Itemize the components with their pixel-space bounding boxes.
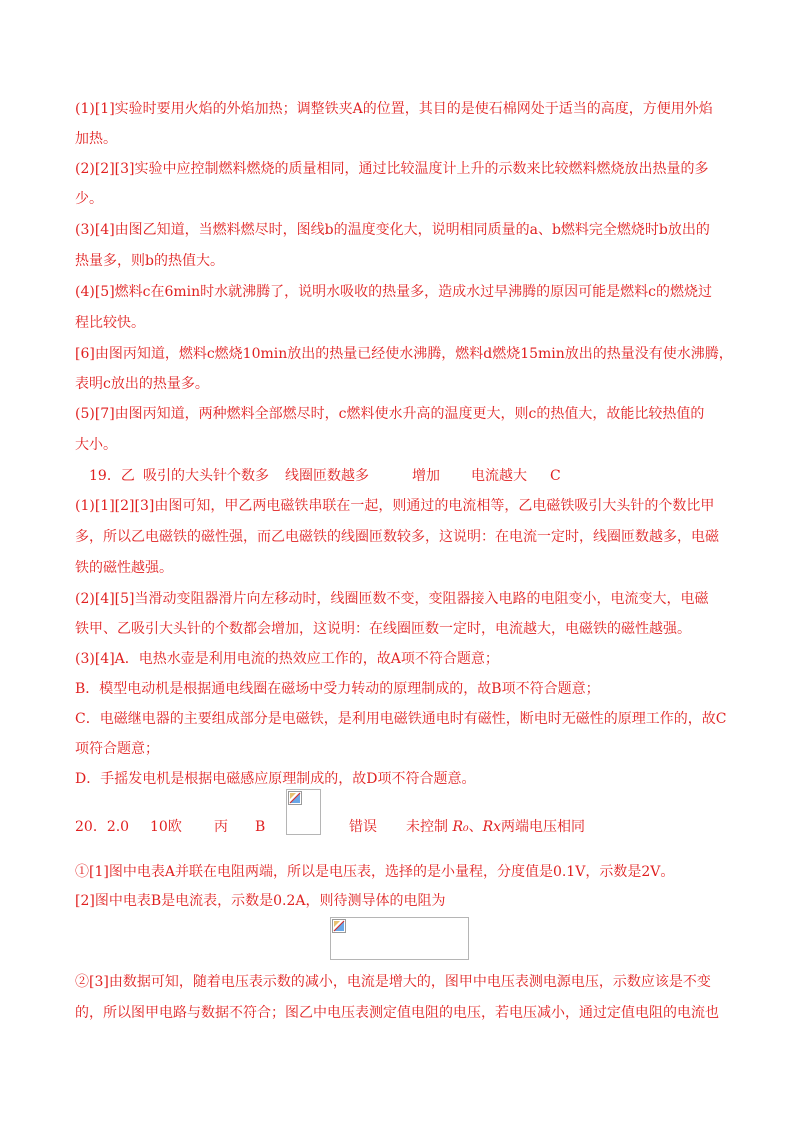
paragraph-line: (3)[4]A．电热水壶是利用电流的热效应工作的，故A项不符合题意；	[75, 651, 499, 667]
paragraph-line: 铁的磁性越强。	[75, 560, 173, 576]
q20-number: 20．2.0	[75, 819, 130, 835]
paragraph-line: D．手摇发电机是根据电磁感应原理制成的，故D项不符合题意。	[75, 771, 476, 787]
paragraph-line: (1)[1][2][3]由图可知，甲乙两电磁铁串联在一起，则通过的电流相等，乙电磁铁吸引大头针的个数比甲	[75, 498, 715, 514]
rx-symbol: Rx	[482, 819, 502, 835]
paragraph-line: 程比较快。	[75, 315, 145, 331]
broken-image-icon	[332, 919, 346, 933]
paragraph-line: (5)[7]由图丙知道，两种燃料全部燃尽时，c燃料使水升高的温度更大，则c的热值大，故能比较热值的	[75, 406, 705, 422]
paragraph-line: 铁甲、乙吸引大头针的个数都会增加，这说明：在线圈匝数一定时，电流越大，电磁铁的磁性越强。	[75, 621, 691, 637]
r0-symbol: R₀	[452, 819, 469, 835]
q19-answer: 增加	[412, 468, 440, 484]
q20-answer: 丙	[214, 819, 228, 835]
paragraph-line: (3)[4]由图乙知道，当燃料燃尽时，图线b的温度变化大，说明相同质量的a、b燃料完全燃烧时b放出的	[75, 222, 710, 238]
q20-answer: 错误	[349, 819, 377, 835]
q19-answer: 电流越大	[471, 468, 527, 484]
paragraph-line: 热量多，则b的热值大。	[75, 253, 224, 269]
q19-answer: C	[550, 468, 561, 484]
paragraph-line: 表明c放出的热量多。	[75, 376, 209, 392]
paragraph-line: (4)[5]燃料c在6min时水就沸腾了，说明水吸收的热量多，造成水过早沸腾的原因可能是燃料c的燃烧过	[75, 284, 713, 300]
q19-answer-row	[75, 466, 735, 486]
paragraph-line: ①[1]图中电表A并联在电阻两端，所以是电压表，选择的是小量程，分度值是0.1V，示数是2V。	[75, 864, 675, 880]
q19-answer: 线圈匝数越多	[285, 468, 369, 484]
q19-answer: 吸引的大头针个数多	[143, 468, 269, 484]
paragraph-line: 加热。	[75, 131, 117, 147]
paragraph-line: B．模型电动机是根据通电线圈在磁场中受力转动的原理制成的，故B项不符合题意；	[75, 681, 600, 697]
q20-text: 、	[468, 819, 483, 835]
paragraph-line: 多，所以乙电磁铁的磁性强，而乙电磁铁的线圈匝数较多，这说明：在电流一定时，线圈匝数越多，电磁	[75, 529, 719, 545]
paragraph-line: C．电磁继电器的主要组成部分是电磁铁，是利用电磁铁通电时有磁性，断电时无磁性的原理工作的，故C	[75, 711, 727, 727]
q19-number: 19．乙	[89, 468, 135, 484]
embedded-image-placeholder	[286, 789, 321, 835]
paragraph-line: 大小。	[75, 437, 117, 453]
paragraph-line: 少。	[75, 191, 103, 207]
paragraph-line: [6]由图丙知道，燃料c燃烧10min放出的热量已经使水沸腾，燃料d燃烧15min放出的热量没有使水沸腾，	[75, 346, 733, 362]
paragraph-line: 的，所以图甲电路与数据不符合；图乙中电压表测定值电阻的电压，若电压减小，通过定值电阻的电流也	[75, 1005, 719, 1021]
q20-answer-uncontrolled	[406, 817, 585, 837]
paragraph-line: (2)[4][5]当滑动变阻器滑片向左移动时，线圈匝数不变，变阻器接入电路的电阻变小，电流变大，电磁	[75, 591, 709, 607]
q20-text: 未控制	[406, 819, 453, 835]
q20-answer-row	[75, 817, 735, 837]
broken-image-icon	[288, 791, 302, 805]
paragraph-line: ②[3]由数据可知，随着电压表示数的减小，电流是增大的，图甲中电压表测电源电压，示数应该是不变	[75, 974, 711, 990]
paragraph-line: (2)[2][3]实验中应控制燃料燃烧的质量相同，通过比较温度计上升的示数来比较燃料燃烧放出热量的多	[75, 161, 709, 177]
q20-text: 两端电压相同	[501, 819, 586, 835]
q20-answer: 10欧	[150, 819, 182, 835]
formula-image-placeholder	[330, 917, 469, 960]
paragraph-line: 项符合题意；	[75, 741, 159, 757]
paragraph-line: (1)[1]实验时要用火焰的外焰加热；调整铁夹A的位置，其目的是使石棉网处于适当的高度，方便用外焰	[75, 101, 713, 117]
paragraph-line: [2]图中电表B是电流表，示数是0.2A，则待测导体的电阻为	[75, 893, 446, 909]
q20-answer: B	[255, 819, 266, 835]
